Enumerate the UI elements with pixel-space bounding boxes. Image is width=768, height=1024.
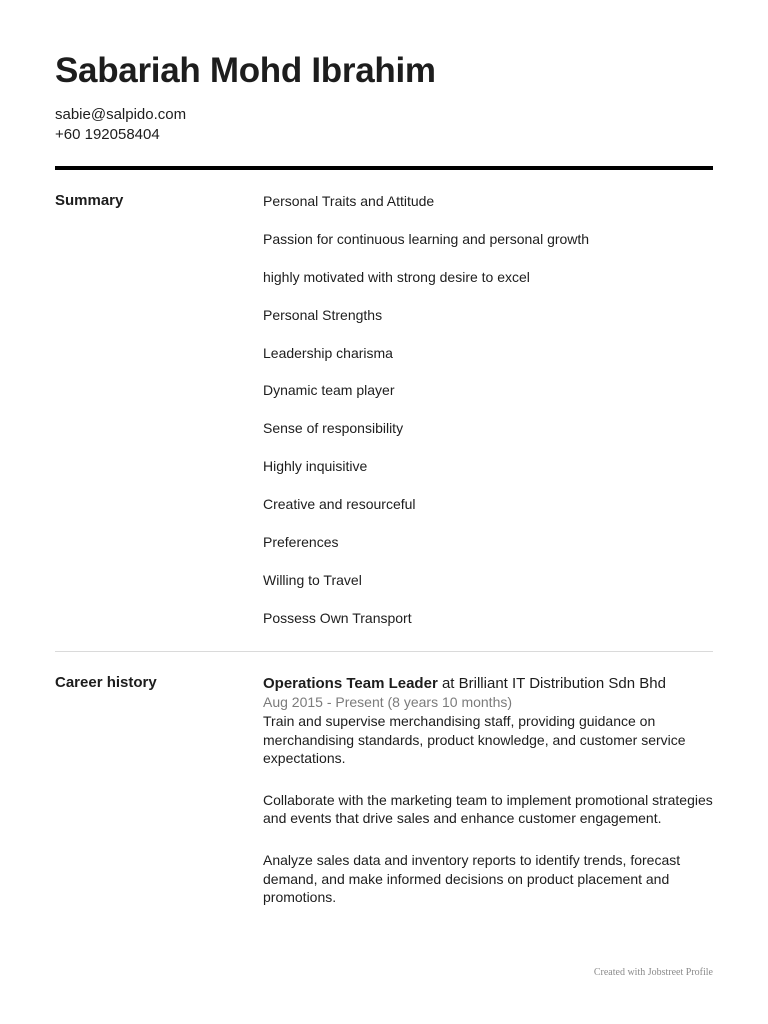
summary-list (263, 193, 589, 648)
header-divider (55, 166, 713, 170)
summary-item: Willing to Travel (263, 571, 362, 588)
job-at-text: at (441, 675, 455, 692)
email-text: sabie@salpido.com (55, 106, 187, 123)
summary-item: Personal Traits and Attitude (263, 193, 435, 209)
job-title-line (263, 674, 713, 693)
summary-item: Sense of responsibility (263, 420, 404, 437)
job-description-paragraph: Train and supervise merchandising staff, providing guidance on merchandising standards, product knowledge, and customer service expectations. (263, 713, 686, 767)
summary-item: Preferences (263, 534, 339, 551)
career-history-heading: Career history (55, 674, 157, 691)
summary-item: Possess Own Transport (263, 609, 412, 626)
job-entry (263, 674, 713, 907)
summary-item: Dynamic team player (263, 382, 395, 399)
candidate-name: Sabariah Mohd Ibrahim (55, 51, 436, 90)
job-description-paragraph: Analyze sales data and inventory reports to identify trends, forecast demand, and make informed decisions on product placement and promotions. (263, 851, 681, 906)
job-description-paragraph: Collaborate with the marketing team to implement promotional strategies and events that drive sales and enhance customer engagement. (263, 791, 713, 827)
summary-item: Creative and resourceful (263, 496, 416, 513)
summary-item: Passion for continuous learning and personal growth (263, 230, 590, 247)
contact-block (55, 105, 186, 145)
footer-credit: Created with Jobstreet Profile (593, 967, 713, 978)
summary-heading: Summary (55, 192, 124, 209)
summary-item: Highly inquisitive (263, 458, 368, 475)
job-company: Brilliant IT Distribution Sdn Bhd (458, 675, 666, 692)
summary-item: Leadership charisma (263, 344, 393, 361)
job-dates: Aug 2015 - Present (8 years 10 months) (263, 694, 513, 710)
phone-text: +60 192058404 (55, 126, 160, 143)
summary-item: Personal Strengths (263, 306, 383, 323)
summary-item: highly motivated with strong desire to excel (263, 268, 530, 285)
section-divider (55, 651, 713, 652)
job-title: Operations Team Leader (263, 675, 438, 692)
